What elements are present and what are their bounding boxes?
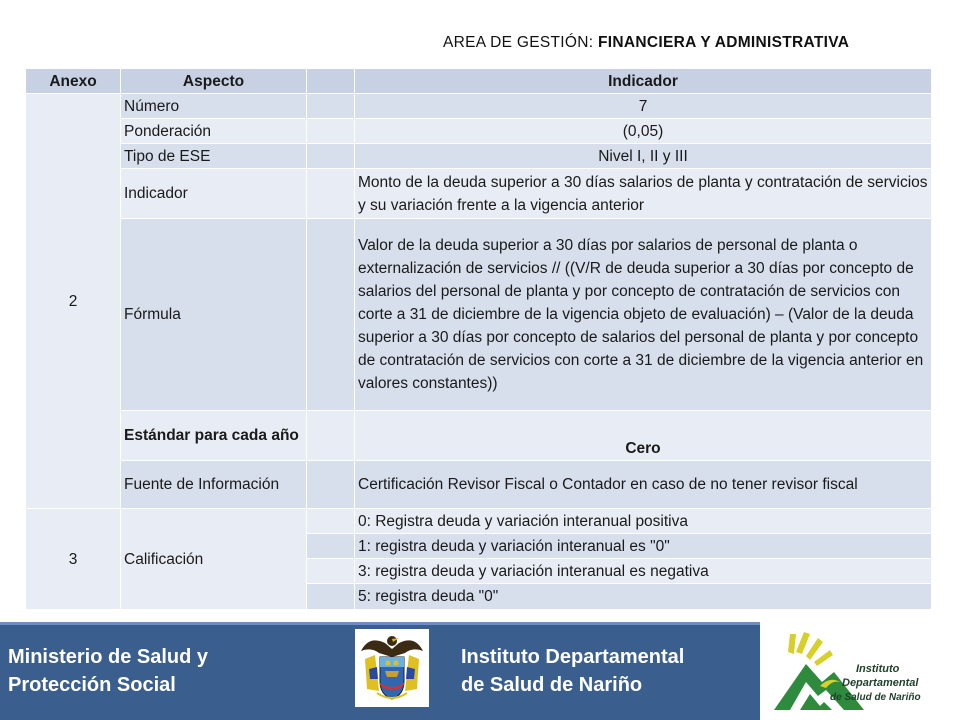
area-label: AREA DE GESTIÓN:: [443, 34, 594, 51]
ministry-line-1: Ministerio de Salud y: [8, 646, 209, 668]
indicador-cell: (0,05): [355, 119, 932, 144]
empty-cell: [307, 559, 355, 584]
calificacion-item: 5: registra deuda "0": [355, 584, 932, 610]
aspecto-cell: Estándar para cada año: [121, 411, 307, 461]
empty-cell: [307, 119, 355, 144]
table-row: [26, 219, 932, 411]
col-header-anexo: Anexo: [26, 69, 121, 94]
logo-text-3: de Salud de Nariño: [830, 692, 921, 703]
aspecto-cell: Fórmula: [121, 219, 307, 411]
ids-narino-logo: [760, 622, 960, 720]
indicador-cell: Valor de la deuda superior a 30 días por salarios de personal de planta o externalización de servicios // ((V/R de deuda superior a 30 días por concepto de salarios del personal de planta y por concepto de contratación de servicios con corte a 31 de diciembre de la vigencia objeto de evaluación) – (Valor de la deuda superior a 30 días por concepto de salarios del personal de planta y por concepto de contratación de servicios con corte a 31 de diciembre de la vigencia anterior en valores constantes)): [355, 219, 932, 411]
empty-cell: [307, 461, 355, 509]
empty-cell: [307, 509, 355, 534]
area-heading: [443, 34, 849, 52]
empty-cell: [307, 534, 355, 559]
table-row: [26, 509, 932, 534]
indicador-cell: Monto de la deuda superior a 30 días salarios de planta y contratación de servicios y su variación frente a la vigencia anterior: [355, 169, 932, 219]
empty-cell: [307, 169, 355, 219]
aspecto-cell: Tipo de ESE: [121, 144, 307, 169]
table-row: [26, 119, 932, 144]
table-row: [26, 169, 932, 219]
col-header-blank: [307, 69, 355, 94]
anexo-cell: 3: [26, 509, 121, 610]
col-header-indicador: Indicador: [355, 69, 932, 94]
empty-cell: [307, 144, 355, 169]
empty-cell: [307, 411, 355, 461]
area-value: FINANCIERA Y ADMINISTRATIVA: [597, 34, 850, 51]
institute-line-1: Instituto Departamental: [461, 646, 685, 668]
indicador-cell: Certificación Revisor Fiscal o Contador en caso de no tener revisor fiscal: [355, 461, 932, 509]
table-header-row: [26, 69, 932, 94]
indicador-cell: Cero: [355, 411, 932, 461]
table-row: [26, 144, 932, 169]
aspecto-cell: Fuente de Información: [121, 461, 307, 509]
calificacion-item: 3: registra deuda y variación interanual es negativa: [355, 559, 932, 584]
calificacion-item: 1: registra deuda y variación interanual es "0": [355, 534, 932, 559]
empty-cell: [307, 94, 355, 119]
empty-cell: [307, 584, 355, 610]
table-row: [26, 461, 932, 509]
col-header-aspecto: Aspecto: [121, 69, 307, 94]
ministry-name: [8, 643, 208, 699]
table-row: [26, 411, 932, 461]
anexo-cell: 2: [26, 94, 121, 509]
aspecto-cell: Indicador: [121, 169, 307, 219]
aspecto-cell: Calificación: [121, 509, 307, 610]
indicador-cell: Nivel I, II y III: [355, 144, 932, 169]
indicator-table: [25, 68, 932, 610]
table-row: [26, 94, 932, 119]
calificacion-item: 0: Registra deuda y variación interanual positiva: [355, 509, 932, 534]
institute-name: [461, 643, 684, 699]
ministry-line-2: Protección Social: [8, 674, 176, 696]
aspecto-cell: Ponderación: [121, 119, 307, 144]
empty-cell: [307, 219, 355, 411]
institute-line-2: de Salud de Nariño: [461, 674, 643, 696]
aspecto-cell: Número: [121, 94, 307, 119]
logo-text-2: Departamental: [842, 677, 919, 689]
indicador-cell: 7: [355, 94, 932, 119]
colombia-crest-icon: [355, 629, 429, 707]
logo-text-1: Instituto: [856, 663, 900, 675]
